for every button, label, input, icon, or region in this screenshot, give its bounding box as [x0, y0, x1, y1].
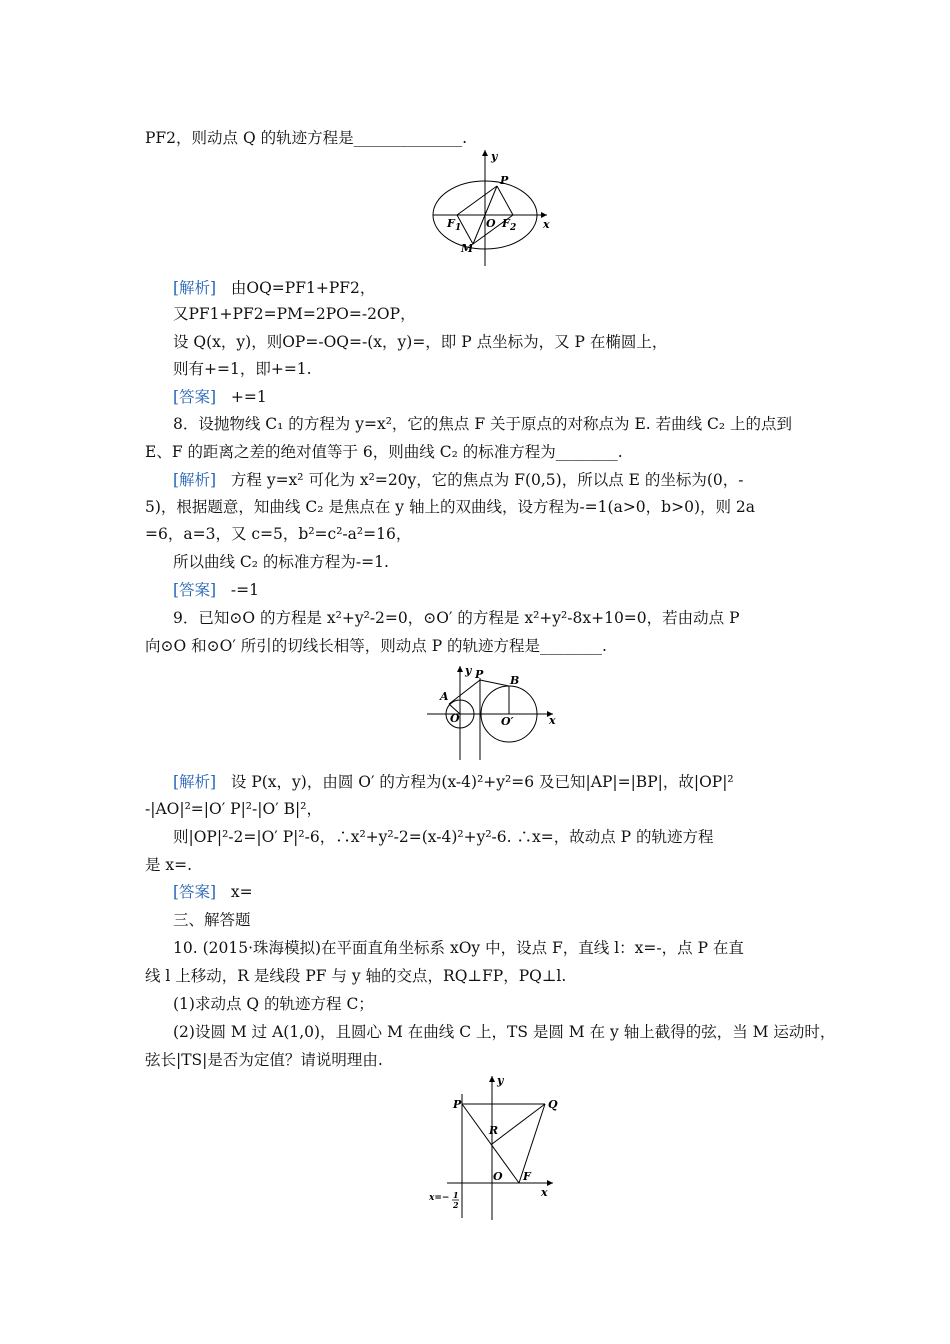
answer-tag: [答案] [173, 883, 217, 901]
point-label-a: A [440, 690, 449, 703]
analysis-9-line-1 [173, 772, 734, 792]
point-label-r: R [489, 1124, 499, 1137]
analysis-line-2: 又PF1+PF2=PM=2PO=-2OP， [173, 305, 416, 323]
question-10-line-1: 10. (2015·珠海模拟)在平面直角坐标系 xOy 中，设点 F，直线 l：x=-，点 P 在直 [173, 939, 744, 957]
point-label-o: O [450, 712, 460, 725]
point-label-o: O [486, 217, 496, 230]
axis-label-x: x [549, 714, 556, 727]
analysis-9-line-4: 是 x=. [145, 856, 193, 874]
point-label-m: M [461, 242, 474, 255]
question-8-line-2: E、F 的距离之差的绝对值等于 6，则曲线 C₂ 的标准方程为________. [145, 443, 623, 461]
point-label-o-prime: O′ [501, 715, 514, 728]
point-label-p: P [475, 668, 484, 681]
analysis-9-line-2: -|AO|²=|O′ P|²-|O′ B|²， [145, 800, 322, 818]
analysis-tag: [解析] [173, 773, 217, 791]
analysis-tag: [解析] [173, 279, 217, 297]
directrix-label: x=− [429, 1193, 450, 1203]
analysis-8-line-2: 5)，根据题意，知曲线 C₂ 是焦点在 y 轴上的双曲线，设方程为-=1(a>0，b>0)，则 2a [145, 498, 756, 516]
question-8-line-1: 8．设抛物线 C₁ 的方程为 y=x²，它的焦点 F 关于原点的对称点为 E. 若曲线 C₂ 上的点到 [173, 415, 793, 433]
point-label-b: B [510, 674, 520, 687]
point-label-p: P [453, 1098, 462, 1111]
question-10-part-2: (2)设圆 M 过 A(1,0)，且圆心 M 在曲线 C 上，TS 是圆 M 在 y 轴上截得的弦，当 M 运动时， [173, 1023, 836, 1041]
axis-label-y: y [465, 664, 472, 677]
point-label-f2: F [502, 217, 510, 230]
parabola-figure [425, 1072, 565, 1222]
question-10-part-1: (1)求动点 Q 的轨迹方程 C； [173, 995, 374, 1013]
section-heading: 三、解答题 [173, 911, 251, 929]
point-label-f: F [523, 1170, 531, 1183]
analysis-8-line-3: =6，a=3，又 c=5，b²=c²-a²=16， [145, 525, 412, 543]
answer-tag: [答案] [173, 388, 217, 406]
answer-9-line [173, 882, 253, 902]
analysis-text: 由OQ=PF1+PF2， [230, 279, 376, 297]
axis-label-x: x [541, 1186, 548, 1199]
analysis-tag: [解析] [173, 471, 217, 489]
axis-label-x: x [543, 218, 550, 231]
analysis-8-line-4: 所以曲线 C₂ 的标准方程为-=1. [173, 553, 389, 571]
answer-tag: [答案] [173, 581, 217, 599]
answer-line [173, 387, 267, 407]
answer-text: x= [230, 883, 253, 901]
question-9-line-2: 向⊙O 和⊙O′ 所引的切线长相等，则动点 P 的轨迹方程是________. [145, 637, 607, 655]
answer-text: -=1 [230, 581, 259, 599]
question-9-line-1: 9．已知⊙O 的方程是 x²+y²-2=0，⊙O′ 的方程是 x²+y²-8x+10=0，若由动点 P [173, 609, 740, 627]
point-label-f2-sub: 2 [510, 223, 517, 233]
axis-label-y: y [491, 150, 498, 163]
analysis-8-line-1 [173, 470, 744, 490]
analysis-line-4: 则有+=1，即+=1. [173, 360, 312, 378]
directrix-fraction-num: 1 [453, 1190, 459, 1200]
axis-label-y: y [497, 1074, 504, 1087]
analysis-text: 设 P(x，y)，由圆 O′ 的方程为(x-4)²+y²=6 及已知|AP|=|BP|，故|OP|² [230, 773, 734, 791]
point-label-p: P [500, 174, 509, 187]
question-fragment: PF2，则动点 Q 的轨迹方程是______________. [145, 129, 468, 147]
circles-figure [425, 662, 565, 762]
point-label-q: Q [548, 1098, 558, 1111]
point-label-f1: F [447, 217, 455, 230]
answer-text: +=1 [230, 388, 267, 406]
directrix-fraction-den: 2 [453, 1200, 459, 1210]
analysis-9-line-3: 则|OP|²-2=|O′ P|²-6，∴x²+y²-2=(x-4)²+y²-6. ∴x=，故动点 P 的轨迹方程 [173, 828, 714, 846]
analysis-line-1 [173, 278, 375, 298]
question-10-part-2-cont: 弦长|TS|是否为定值？请说明理由. [145, 1051, 383, 1069]
analysis-text: 方程 y=x² 可化为 x²=20y，它的焦点为 F(0,5)，所以点 E 的坐标为(0，- [230, 471, 744, 489]
answer-8-line [173, 580, 259, 600]
ellipse-figure [425, 148, 555, 268]
point-label-o: O [493, 1170, 503, 1183]
point-label-f1-sub: 1 [455, 223, 462, 233]
analysis-line-3: 设 Q(x，y)，则OP=-OQ=-(x，y)=，即 P 点坐标为，又 P 在椭圆上， [173, 333, 668, 351]
question-10-line-2: 线 l 上移动，R 是线段 PF 与 y 轴的交点，RQ⊥FP，PQ⊥l. [145, 967, 567, 985]
